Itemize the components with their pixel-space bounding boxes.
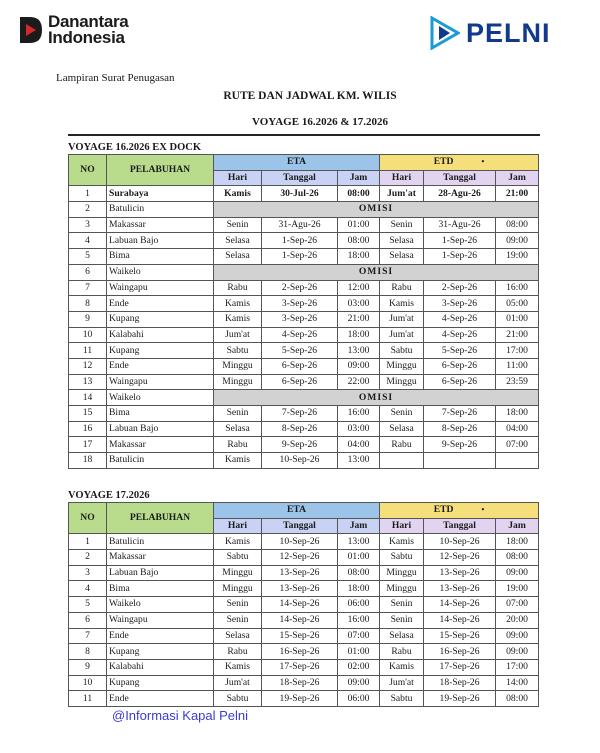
port-name: Makassar: [107, 550, 214, 566]
danantara-logo: [18, 14, 128, 46]
etd-date: 5-Sep-26: [424, 343, 496, 359]
table-row: [69, 374, 539, 390]
port-name: Kupang: [107, 311, 214, 327]
eta-date: 19-Sep-26: [262, 691, 338, 707]
etd-day: Rabu: [380, 644, 424, 660]
etd-day: Minggu: [380, 358, 424, 374]
eta-time: 13:00: [338, 453, 380, 469]
eta-date: 2-Sep-26: [262, 280, 338, 296]
eta-day: Senin: [214, 597, 262, 613]
row-number: 9: [69, 659, 107, 675]
port-name: Waingapu: [107, 612, 214, 628]
voyage2-label: VOYAGE 17.2026: [68, 490, 150, 501]
eta-day: Rabu: [214, 644, 262, 660]
port-name: Ende: [107, 296, 214, 312]
table-row: [69, 659, 539, 675]
danantara-logo-line2: Indonesia: [48, 28, 125, 47]
etd-day: Minggu: [380, 565, 424, 581]
table-row: [69, 280, 539, 296]
eta-date: 1-Sep-26: [262, 233, 338, 249]
eta-time: 01:00: [338, 217, 380, 233]
table-row: [69, 343, 539, 359]
table-row: [69, 311, 539, 327]
row-number: 11: [69, 343, 107, 359]
etd-date: 8-Sep-26: [424, 421, 496, 437]
table-row: [69, 296, 539, 312]
header-etd-tanggal: Tanggal: [424, 170, 496, 186]
eta-time: 09:00: [338, 358, 380, 374]
etd-time: [496, 453, 539, 469]
eta-time: 02:00: [338, 659, 380, 675]
etd-date: 14-Sep-26: [424, 612, 496, 628]
header-no: NO: [69, 155, 107, 186]
header-etd: [380, 155, 539, 171]
etd-date: 4-Sep-26: [424, 327, 496, 343]
row-number: 1: [69, 186, 107, 202]
eta-day: Kamis: [214, 296, 262, 312]
etd-day: Kamis: [380, 659, 424, 675]
row-number: 9: [69, 311, 107, 327]
etd-time: 07:00: [496, 597, 539, 613]
etd-day: Jum'at: [380, 311, 424, 327]
row-number: 6: [69, 264, 107, 280]
etd-time: 08:00: [496, 217, 539, 233]
etd-date: 10-Sep-26: [424, 534, 496, 550]
eta-time: 09:00: [338, 675, 380, 691]
voyage1-schedule-table: [68, 154, 539, 469]
etd-date: 13-Sep-26: [424, 565, 496, 581]
eta-date: 30-Jul-26: [262, 186, 338, 202]
header-bar: [0, 0, 600, 62]
row-number: 15: [69, 406, 107, 422]
eta-time: 16:00: [338, 406, 380, 422]
etd-date: 7-Sep-26: [424, 406, 496, 422]
eta-time: 22:00: [338, 374, 380, 390]
port-name: Kalabahi: [107, 327, 214, 343]
etd-time: 05:00: [496, 296, 539, 312]
eta-time: 08:00: [338, 233, 380, 249]
header-pelabuhan: PELABUHAN: [107, 155, 214, 186]
eta-date: 14-Sep-26: [262, 612, 338, 628]
eta-date: 3-Sep-26: [262, 311, 338, 327]
eta-date: 31-Agu-26: [262, 217, 338, 233]
row-number: 12: [69, 358, 107, 374]
etd-time: 21:00: [496, 186, 539, 202]
etd-time: 20:00: [496, 612, 539, 628]
etd-day: Jum'at: [380, 675, 424, 691]
row-number: 13: [69, 374, 107, 390]
eta-date: 5-Sep-26: [262, 343, 338, 359]
etd-time: 01:00: [496, 311, 539, 327]
port-name: Kupang: [107, 675, 214, 691]
pelni-mark-icon: [430, 16, 460, 50]
eta-time: 18:00: [338, 581, 380, 597]
etd-date: 14-Sep-26: [424, 597, 496, 613]
row-number: 8: [69, 644, 107, 660]
etd-day: Senin: [380, 406, 424, 422]
voyage-subtitle: VOYAGE 16.2026 & 17.2026: [252, 116, 388, 128]
eta-day: Selasa: [214, 233, 262, 249]
etd-date: 3-Sep-26: [424, 296, 496, 312]
port-name: Kupang: [107, 644, 214, 660]
header-eta: ETA: [214, 503, 380, 519]
eta-time: 18:00: [338, 327, 380, 343]
pelni-logo: [430, 16, 551, 50]
port-name: Batulicin: [107, 453, 214, 469]
row-number: 16: [69, 421, 107, 437]
eta-time: 13:00: [338, 534, 380, 550]
table-row: [69, 612, 539, 628]
eta-time: 06:00: [338, 691, 380, 707]
etd-time: 04:00: [496, 421, 539, 437]
row-number: 2: [69, 202, 107, 218]
eta-day: Selasa: [214, 628, 262, 644]
row-number: 10: [69, 327, 107, 343]
eta-time: 06:00: [338, 597, 380, 613]
eta-day: Rabu: [214, 437, 262, 453]
pelni-logo-text: PELNI: [466, 17, 551, 48]
port-name: Bima: [107, 406, 214, 422]
etd-day: Senin: [380, 597, 424, 613]
row-number: 11: [69, 691, 107, 707]
omisi-cell: OMISI: [214, 264, 539, 280]
port-name: Makassar: [107, 437, 214, 453]
port-name: Ende: [107, 358, 214, 374]
etd-date: 1-Sep-26: [424, 249, 496, 265]
table-row: [69, 550, 539, 566]
etd-date: 1-Sep-26: [424, 233, 496, 249]
etd-date: 4-Sep-26: [424, 311, 496, 327]
table-row: [69, 390, 539, 406]
port-name: Labuan Bajo: [107, 421, 214, 437]
header-eta: ETA: [214, 155, 380, 171]
eta-day: Minggu: [214, 581, 262, 597]
etd-date: 28-Agu-26: [424, 186, 496, 202]
table-row: [69, 358, 539, 374]
header-etd-label: ETD: [433, 504, 454, 516]
eta-date: 13-Sep-26: [262, 581, 338, 597]
eta-date: 6-Sep-26: [262, 358, 338, 374]
eta-day: Kamis: [214, 534, 262, 550]
eta-time: 18:00: [338, 249, 380, 265]
eta-date: 18-Sep-26: [262, 675, 338, 691]
header-eta-hari: Hari: [214, 518, 262, 534]
port-name: Kupang: [107, 343, 214, 359]
table-row: [69, 421, 539, 437]
header-eta-tanggal: Tanggal: [262, 518, 338, 534]
etd-date: 13-Sep-26: [424, 581, 496, 597]
eta-day: Sabtu: [214, 691, 262, 707]
port-name: Labuan Bajo: [107, 233, 214, 249]
etd-date: 9-Sep-26: [424, 437, 496, 453]
header-dot: •: [481, 157, 485, 167]
etd-time: 09:00: [496, 644, 539, 660]
etd-time: 17:00: [496, 659, 539, 675]
eta-time: 08:00: [338, 565, 380, 581]
table-row: [69, 217, 539, 233]
voyage1-label: VOYAGE 16.2026 EX DOCK: [68, 142, 201, 153]
eta-date: 1-Sep-26: [262, 249, 338, 265]
header-dot: •: [481, 505, 485, 515]
header-etd-jam: Jam: [496, 170, 539, 186]
source-credit: @Informasi Kapal Pelni: [112, 708, 249, 723]
etd-date: 16-Sep-26: [424, 644, 496, 660]
eta-time: 07:00: [338, 628, 380, 644]
row-number: 17: [69, 437, 107, 453]
etd-date: 12-Sep-26: [424, 550, 496, 566]
eta-day: Senin: [214, 406, 262, 422]
eta-date: 8-Sep-26: [262, 421, 338, 437]
eta-date: 6-Sep-26: [262, 374, 338, 390]
eta-date: 16-Sep-26: [262, 644, 338, 660]
etd-day: Selasa: [380, 421, 424, 437]
port-name: Bima: [107, 249, 214, 265]
table-row: [69, 597, 539, 613]
port-name: Surabaya: [107, 186, 214, 202]
eta-date: 9-Sep-26: [262, 437, 338, 453]
port-name: Waikelo: [107, 597, 214, 613]
table-row: [69, 249, 539, 265]
eta-day: Minggu: [214, 358, 262, 374]
eta-day: Senin: [214, 217, 262, 233]
eta-date: 15-Sep-26: [262, 628, 338, 644]
eta-day: Rabu: [214, 280, 262, 296]
header-eta-tanggal: Tanggal: [262, 170, 338, 186]
row-number: 6: [69, 612, 107, 628]
eta-time: 21:00: [338, 311, 380, 327]
header-etd-tanggal: Tanggal: [424, 518, 496, 534]
etd-date: 6-Sep-26: [424, 358, 496, 374]
eta-time: 01:00: [338, 550, 380, 566]
etd-date: [424, 453, 496, 469]
table-row: [69, 644, 539, 660]
eta-day: Kamis: [214, 186, 262, 202]
etd-date: 2-Sep-26: [424, 280, 496, 296]
eta-date: 10-Sep-26: [262, 534, 338, 550]
eta-day: Senin: [214, 612, 262, 628]
eta-day: Kamis: [214, 659, 262, 675]
etd-day: Jum'at: [380, 186, 424, 202]
document-title: RUTE DAN JADWAL KM. WILIS: [223, 90, 397, 102]
etd-date: 19-Sep-26: [424, 691, 496, 707]
eta-day: Minggu: [214, 374, 262, 390]
header-no: NO: [69, 503, 107, 534]
row-number: 14: [69, 390, 107, 406]
eta-date: 13-Sep-26: [262, 565, 338, 581]
header-etd-label: ETD: [433, 156, 454, 168]
etd-day: Minggu: [380, 581, 424, 597]
port-name: Batulicin: [107, 202, 214, 218]
etd-date: 18-Sep-26: [424, 675, 496, 691]
table-row: [69, 453, 539, 469]
table-row: [69, 581, 539, 597]
eta-date: 17-Sep-26: [262, 659, 338, 675]
row-number: 4: [69, 233, 107, 249]
etd-time: 09:00: [496, 565, 539, 581]
eta-date: 12-Sep-26: [262, 550, 338, 566]
etd-time: 16:00: [496, 280, 539, 296]
etd-day: Rabu: [380, 280, 424, 296]
table-row: [69, 565, 539, 581]
port-name: Waikelo: [107, 390, 214, 406]
etd-time: 19:00: [496, 581, 539, 597]
table-row: [69, 437, 539, 453]
etd-day: Selasa: [380, 233, 424, 249]
eta-time: 01:00: [338, 644, 380, 660]
header-etd-hari: Hari: [380, 518, 424, 534]
eta-day: Kamis: [214, 311, 262, 327]
etd-day: Minggu: [380, 374, 424, 390]
etd-time: 18:00: [496, 406, 539, 422]
table-row: [69, 186, 539, 202]
etd-time: 07:00: [496, 437, 539, 453]
row-number: 4: [69, 581, 107, 597]
attachment-label: Lampiran Surat Penugasan: [56, 72, 175, 84]
voyage2-schedule-table: [68, 502, 539, 707]
etd-time: 18:00: [496, 534, 539, 550]
eta-date: 7-Sep-26: [262, 406, 338, 422]
etd-day: Jum'at: [380, 327, 424, 343]
header-etd: [380, 503, 539, 519]
etd-day: Sabtu: [380, 550, 424, 566]
eta-day: Selasa: [214, 249, 262, 265]
eta-date: 14-Sep-26: [262, 597, 338, 613]
etd-time: 08:00: [496, 691, 539, 707]
eta-day: Kamis: [214, 453, 262, 469]
etd-day: Senin: [380, 217, 424, 233]
danantara-mark-icon: [18, 15, 44, 45]
etd-day: Senin: [380, 612, 424, 628]
etd-time: 09:00: [496, 233, 539, 249]
etd-day: Selasa: [380, 249, 424, 265]
etd-day: Kamis: [380, 296, 424, 312]
etd-time: 14:00: [496, 675, 539, 691]
etd-time: 08:00: [496, 550, 539, 566]
table-row: [69, 534, 539, 550]
etd-date: 6-Sep-26: [424, 374, 496, 390]
etd-time: 21:00: [496, 327, 539, 343]
row-number: 5: [69, 249, 107, 265]
etd-date: 15-Sep-26: [424, 628, 496, 644]
etd-time: 11:00: [496, 358, 539, 374]
divider: [68, 134, 540, 136]
row-number: 7: [69, 280, 107, 296]
table-row: [69, 691, 539, 707]
eta-date: 10-Sep-26: [262, 453, 338, 469]
eta-day: Jum'at: [214, 675, 262, 691]
etd-day: [380, 453, 424, 469]
eta-day: Selasa: [214, 421, 262, 437]
row-number: 7: [69, 628, 107, 644]
eta-day: Minggu: [214, 565, 262, 581]
table-row: [69, 406, 539, 422]
port-name: Waingapu: [107, 374, 214, 390]
omisi-cell: OMISI: [214, 202, 539, 218]
etd-time: 17:00: [496, 343, 539, 359]
danantara-logo-line1: Danantara: [48, 12, 129, 31]
port-name: Ende: [107, 691, 214, 707]
table-row: [69, 327, 539, 343]
etd-time: 09:00: [496, 628, 539, 644]
port-name: Kalabahi: [107, 659, 214, 675]
port-name: Labuan Bajo: [107, 565, 214, 581]
eta-time: 04:00: [338, 437, 380, 453]
eta-day: Sabtu: [214, 550, 262, 566]
row-number: 1: [69, 534, 107, 550]
eta-time: 08:00: [338, 186, 380, 202]
eta-time: 03:00: [338, 296, 380, 312]
etd-day: Rabu: [380, 437, 424, 453]
eta-time: 03:00: [338, 421, 380, 437]
port-name: Makassar: [107, 217, 214, 233]
etd-day: Kamis: [380, 534, 424, 550]
header-etd-jam: Jam: [496, 518, 539, 534]
etd-day: Selasa: [380, 628, 424, 644]
row-number: 3: [69, 217, 107, 233]
row-number: 18: [69, 453, 107, 469]
row-number: 2: [69, 550, 107, 566]
header-pelabuhan: PELABUHAN: [107, 503, 214, 534]
eta-date: 3-Sep-26: [262, 296, 338, 312]
table-row: [69, 675, 539, 691]
header-etd-hari: Hari: [380, 170, 424, 186]
row-number: 5: [69, 597, 107, 613]
table-row: [69, 233, 539, 249]
eta-day: Jum'at: [214, 327, 262, 343]
etd-day: Sabtu: [380, 691, 424, 707]
eta-time: 13:00: [338, 343, 380, 359]
eta-time: 12:00: [338, 280, 380, 296]
table-row: [69, 202, 539, 218]
etd-day: Sabtu: [380, 343, 424, 359]
row-number: 10: [69, 675, 107, 691]
etd-time: 23:59: [496, 374, 539, 390]
port-name: Waingapu: [107, 280, 214, 296]
header-eta-jam: Jam: [338, 170, 380, 186]
header-eta-hari: Hari: [214, 170, 262, 186]
eta-time: 16:00: [338, 612, 380, 628]
port-name: Bima: [107, 581, 214, 597]
header-eta-jam: Jam: [338, 518, 380, 534]
table-row: [69, 264, 539, 280]
eta-day: Sabtu: [214, 343, 262, 359]
omisi-cell: OMISI: [214, 390, 539, 406]
row-number: 3: [69, 565, 107, 581]
etd-date: 31-Agu-26: [424, 217, 496, 233]
port-name: Waikelo: [107, 264, 214, 280]
row-number: 8: [69, 296, 107, 312]
port-name: Batulicin: [107, 534, 214, 550]
port-name: Ende: [107, 628, 214, 644]
eta-date: 4-Sep-26: [262, 327, 338, 343]
etd-time: 19:00: [496, 249, 539, 265]
etd-date: 17-Sep-26: [424, 659, 496, 675]
table-row: [69, 628, 539, 644]
